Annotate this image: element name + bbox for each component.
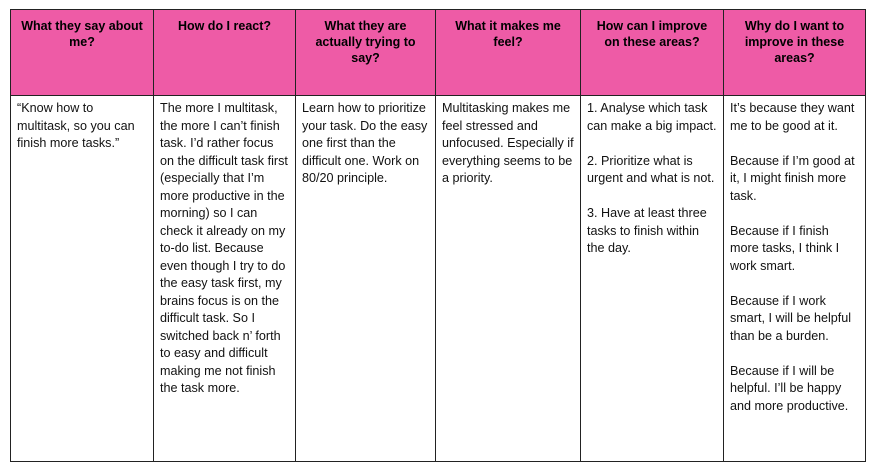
cell-paragraph: “Know how to multitask, so you can finish more tasks.” bbox=[17, 101, 135, 150]
cell-why-improve bbox=[724, 96, 866, 462]
cell-how-to-improve bbox=[581, 96, 724, 462]
cell-paragraph: The more I multitask, the more I can’t finish task. I’d rather focus on the difficult task first (especially that I’m more productive in the morning) so I can check it already on my to-do list. Because even though I try to do the easy task first, my brains focus is on the difficult task. So I switched back n’ forth to easy and difficult making me not finish the task more. bbox=[160, 101, 288, 395]
reason-item-4: Because if I work smart, I will be helpful than be a burden. bbox=[730, 293, 852, 343]
reason-item-1: It’s because they want me to be good at it. bbox=[730, 101, 855, 133]
cell-paragraph: Learn how to prioritize your task. Do the easy one first than the difficult one. Work on 80/20 principle. bbox=[302, 101, 428, 185]
header-what-they-mean: What they are actually trying to say? bbox=[296, 10, 436, 96]
improvement-item-1: 1. Analyse which task can make a big impact. bbox=[587, 101, 717, 133]
header-what-they-say: What they say about me? bbox=[11, 10, 154, 96]
header-row bbox=[11, 10, 866, 96]
header-how-it-feels: What it makes me feel? bbox=[436, 10, 581, 96]
improvement-item-2: 2. Prioritize what is urgent and what is not. bbox=[587, 153, 715, 185]
improvement-item-3: 3. Have at least three tasks to finish within the day. bbox=[587, 206, 707, 255]
header-how-to-improve: How can I improve on these areas? bbox=[581, 10, 724, 96]
header-how-i-react: How do I react? bbox=[154, 10, 296, 96]
reason-item-5: Because if I will be helpful. I’ll be happy and more productive. bbox=[730, 363, 849, 413]
cell-what-they-say bbox=[11, 96, 154, 462]
content-row bbox=[11, 96, 866, 462]
reflection-table bbox=[10, 9, 866, 462]
cell-paragraph: Multitasking makes me feel stressed and unfocused. Especially if everything seems to be a priority. bbox=[442, 101, 574, 185]
reason-item-2: Because if I’m good at it, I might finish more task. bbox=[730, 153, 855, 203]
cell-how-i-react bbox=[154, 96, 296, 462]
cell-what-they-mean bbox=[296, 96, 436, 462]
cell-how-it-feels bbox=[436, 96, 581, 462]
reason-item-3: Because if I finish more tasks, I think I work smart. bbox=[730, 223, 840, 273]
header-why-improve: Why do I want to improve in these areas? bbox=[724, 10, 866, 96]
reflection-table-container bbox=[10, 9, 866, 462]
